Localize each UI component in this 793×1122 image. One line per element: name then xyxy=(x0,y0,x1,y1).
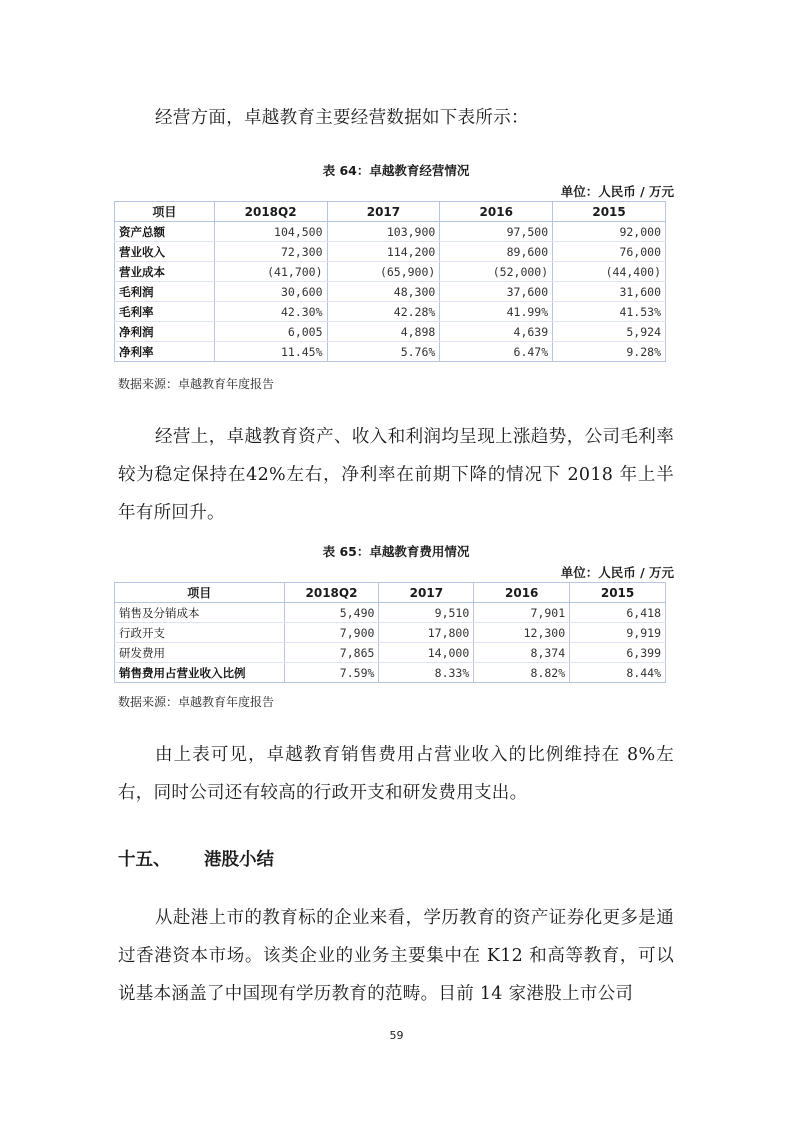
cell-value: 92,000 xyxy=(553,222,666,242)
row-label: 营业收入 xyxy=(115,242,215,262)
cell-value: 41.53% xyxy=(553,302,666,322)
cell-value: 30,600 xyxy=(214,282,327,302)
cell-value: 9,510 xyxy=(379,603,474,623)
summary-paragraph: 从赴港上市的教育标的企业来看，学历教育的资产证券化更多是通过香港资本市场。该类企业的业务主要集中在 K12 和高等教育，可以说基本涵盖了中国现有学历教育的范畴。目前 14 家港股上市公司 xyxy=(118,908,674,1004)
cell-value: 17,800 xyxy=(379,623,474,643)
cell-value: 42.30% xyxy=(214,302,327,322)
cell-value: 8,374 xyxy=(474,643,570,663)
table-row xyxy=(115,242,666,262)
column-header: 2018Q2 xyxy=(284,583,379,603)
cell-value: 6,005 xyxy=(214,322,327,342)
cell-value: 48,300 xyxy=(327,282,440,302)
cell-value: 7.59% xyxy=(284,663,379,683)
cell-value: 31,600 xyxy=(553,282,666,302)
table2-caption: 表 65：卓越教育费用情况 xyxy=(322,544,470,559)
cell-value: 12,300 xyxy=(474,623,570,643)
cell-value: 89,600 xyxy=(440,242,553,262)
table-row xyxy=(115,322,666,342)
row-label: 销售及分销成本 xyxy=(115,603,285,623)
table-header-row xyxy=(115,202,666,222)
expenses-table xyxy=(114,582,666,683)
cell-value: 9.28% xyxy=(553,342,666,362)
row-label: 行政开支 xyxy=(115,623,285,643)
table1-unit: 单位：人民币 / 万元 xyxy=(560,184,674,199)
table-row xyxy=(115,603,666,623)
cell-value: 72,300 xyxy=(214,242,327,262)
row-label: 净利润 xyxy=(115,322,215,342)
cell-value: 9,919 xyxy=(570,623,666,643)
cell-value: 6,399 xyxy=(570,643,666,663)
cell-value: 76,000 xyxy=(553,242,666,262)
column-header: 2017 xyxy=(327,202,440,222)
cell-value: (52,000) xyxy=(440,262,553,282)
table-row xyxy=(115,623,666,643)
row-label: 净利率 xyxy=(115,342,215,362)
cell-value: 5.76% xyxy=(327,342,440,362)
column-header: 2016 xyxy=(474,583,570,603)
row-label: 营业成本 xyxy=(115,262,215,282)
row-label: 毛利率 xyxy=(115,302,215,322)
column-header: 2017 xyxy=(379,583,474,603)
table1-source: 数据来源：卓越教育年度报告 xyxy=(118,377,275,391)
cell-value: 6,418 xyxy=(570,603,666,623)
cell-value: 14,000 xyxy=(379,643,474,663)
conclusion-paragraph: 由上表可见，卓越教育销售费用占营业收入的比例维持在 8%左右，同时公司还有较高的行政开支和研发费用支出。 xyxy=(118,745,674,803)
cell-value: 8.82% xyxy=(474,663,570,683)
column-header: 2018Q2 xyxy=(214,202,327,222)
column-header: 2015 xyxy=(553,202,666,222)
cell-value: 6.47% xyxy=(440,342,553,362)
cell-value: 4,639 xyxy=(440,322,553,342)
cell-value: 11.45% xyxy=(214,342,327,362)
column-header: 2015 xyxy=(570,583,666,603)
cell-value: 97,500 xyxy=(440,222,553,242)
cell-value: 42.28% xyxy=(327,302,440,322)
cell-value: (44,400) xyxy=(553,262,666,282)
cell-value: 7,901 xyxy=(474,603,570,623)
cell-value: (41,700) xyxy=(214,262,327,282)
cell-value: 8.44% xyxy=(570,663,666,683)
intro-paragraph: 经营方面，卓越教育主要经营数据如下表所示： xyxy=(155,108,529,128)
row-label: 销售费用占营业收入比例 xyxy=(115,663,285,683)
cell-value: (65,900) xyxy=(327,262,440,282)
column-header: 2016 xyxy=(440,202,553,222)
cell-value: 4,898 xyxy=(327,322,440,342)
table-row xyxy=(115,663,666,683)
table2-unit: 单位：人民币 / 万元 xyxy=(560,565,674,580)
table-row xyxy=(115,282,666,302)
row-label: 资产总额 xyxy=(115,222,215,242)
cell-value: 5,924 xyxy=(553,322,666,342)
cell-value: 41.99% xyxy=(440,302,553,322)
column-header: 项目 xyxy=(115,583,285,603)
table-row xyxy=(115,643,666,663)
page-number: 59 xyxy=(389,1029,404,1042)
section-heading xyxy=(118,846,274,871)
cell-value: 114,200 xyxy=(327,242,440,262)
cell-value: 37,600 xyxy=(440,282,553,302)
table-header-row xyxy=(115,583,666,603)
row-label: 研发费用 xyxy=(115,643,285,663)
table-row xyxy=(115,222,666,242)
cell-value: 104,500 xyxy=(214,222,327,242)
row-label: 毛利润 xyxy=(115,282,215,302)
table-row xyxy=(115,262,666,282)
cell-value: 5,490 xyxy=(284,603,379,623)
table2-source: 数据来源：卓越教育年度报告 xyxy=(118,695,275,709)
cell-value: 103,900 xyxy=(327,222,440,242)
operations-table xyxy=(114,201,666,362)
analysis-paragraph: 经营上，卓越教育资产、收入和利润均呈现上涨趋势，公司毛利率较为稳定保持在42%左右，净利率在前期下降的情况下 2018 年上半年有所回升。 xyxy=(118,427,674,523)
table-row xyxy=(115,342,666,362)
table1-caption: 表 64：卓越教育经营情况 xyxy=(322,163,470,178)
cell-value: 7,900 xyxy=(284,623,379,643)
cell-value: 8.33% xyxy=(379,663,474,683)
column-header: 项目 xyxy=(115,202,215,222)
section-title: 港股小结 xyxy=(204,850,274,870)
section-number: 十五、 xyxy=(118,850,171,870)
cell-value: 7,865 xyxy=(284,643,379,663)
table-row xyxy=(115,302,666,322)
